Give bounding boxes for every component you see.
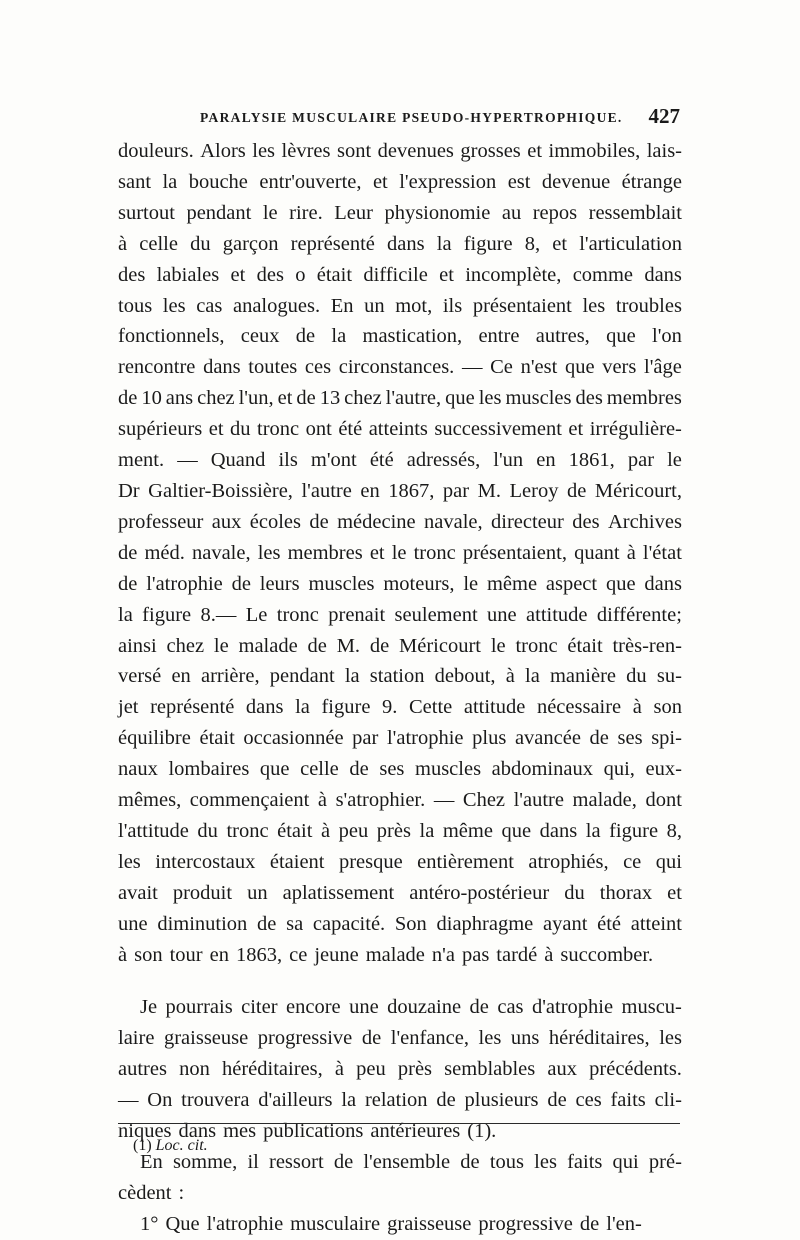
page-number: 427	[648, 104, 680, 128]
text-line: de méd. navale, les membres et le tronc présentaient, quant à l'état	[118, 541, 682, 564]
text-line: jet représenté dans la figure 9. Cette attitude nécessaire à son	[118, 696, 682, 719]
text-line: fonctionnels, ceux de la mastication, entre autres, que l'on	[118, 325, 682, 348]
paragraph	[118, 1147, 682, 1209]
text-line: professeur aux écoles de médecine navale, directeur des Archives	[118, 510, 682, 533]
running-title: PARALYSIE MUSCULAIRE PSEUDO-HYPERTROPHIQUE.	[200, 110, 623, 125]
text-line: ainsi chez le malade de M. de Méricourt le tronc était très-ren-	[118, 634, 682, 657]
text-line: supérieurs et du tronc ont été atteints successivement et irrégulière-	[118, 418, 682, 441]
text-line: sant la bouche entr'ouverte, et l'expression est devenue étrange	[118, 170, 682, 193]
text-line: autres non héréditaires, à peu près semblables aux précédents.	[118, 1058, 682, 1081]
text-line: la figure 8.— Le tronc prenait seulement une attitude différente;	[118, 603, 682, 626]
text-line: des labiales et des o était difficile et incomplète, comme dans	[118, 263, 682, 286]
text-line: les intercostaux étaient presque entièrement atrophiés, ce qui	[118, 850, 682, 873]
text-line: 1° Que l'atrophie musculaire graisseuse progressive de l'en-	[140, 1212, 642, 1235]
text-line: équilibre était occasionnée par l'atrophie plus avancée de ses spi-	[118, 727, 682, 750]
text-line: cèdent :	[118, 1181, 185, 1204]
text-line: versé en arrière, pendant la station debout, à la manière du su-	[118, 665, 682, 688]
text-line: ment. — Quand ils m'ont été adressés, l'un en 1861, par le	[118, 449, 682, 472]
text-line: avait produit un aplatissement antéro-postérieur du thorax et	[118, 881, 682, 904]
text-line: à celle du garçon représenté dans la figure 8, et l'articulation	[118, 232, 682, 255]
running-head	[118, 104, 680, 132]
text-line: de l'atrophie de leurs muscles moteurs, le même aspect que dans	[118, 572, 682, 595]
footnote-text: Loc. cit.	[155, 1137, 208, 1154]
text-line: rencontre dans toutes ces circonstances. — Ce n'est que vers l'âge	[118, 356, 682, 379]
text-line: laire graisseuse progressive de l'enfance, les uns héréditaires, les	[118, 1027, 682, 1050]
text-line: Dr Galtier-Boissière, l'autre en 1867, par M. Leroy de Méricourt,	[118, 479, 682, 502]
text-line: douleurs. Alors les lèvres sont devenues grosses et immobiles, lais-	[118, 140, 682, 162]
text-line: tous les cas analogues. En un mot, ils présentaient les troubles	[118, 294, 682, 317]
footnote	[133, 1137, 208, 1155]
text-line: surtout pendant le rire. Leur physionomie au repos ressemblait	[118, 201, 682, 224]
text-line: En somme, il ressort de l'ensemble de tous les faits qui pré-	[140, 1151, 682, 1173]
paragraph	[118, 136, 682, 970]
text-line: niques dans mes publications antérieures (1).	[118, 1120, 497, 1143]
text-line: Je pourrais citer encore une douzaine de cas d'atrophie muscu-	[140, 996, 682, 1019]
text-line: à son tour en 1863, ce jeune malade n'a pas tardé à succomber.	[118, 943, 654, 966]
footnote-rule	[118, 1123, 680, 1124]
text-line: — On trouvera d'ailleurs la relation de plusieurs de ces faits cli-	[118, 1089, 682, 1112]
text-line: de 10 ans chez l'un, et de 13 chez l'autre, que les muscles des membres	[118, 387, 682, 410]
body-text	[118, 136, 682, 1240]
footnote-marker: (1)	[133, 1137, 152, 1154]
text-line: mêmes, commençaient à s'atrophier. — Chez l'autre malade, dont	[118, 789, 682, 812]
paragraph	[118, 1209, 682, 1240]
paragraph-gap	[118, 970, 682, 992]
text-line: une diminution de sa capacité. Son diaphragme ayant été atteint	[118, 912, 682, 935]
text-line: naux lombaires que celle de ses muscles abdominaux qui, eux-	[118, 758, 682, 781]
text-line: l'attitude du tronc était à peu près la même que dans la figure 8,	[118, 819, 682, 842]
